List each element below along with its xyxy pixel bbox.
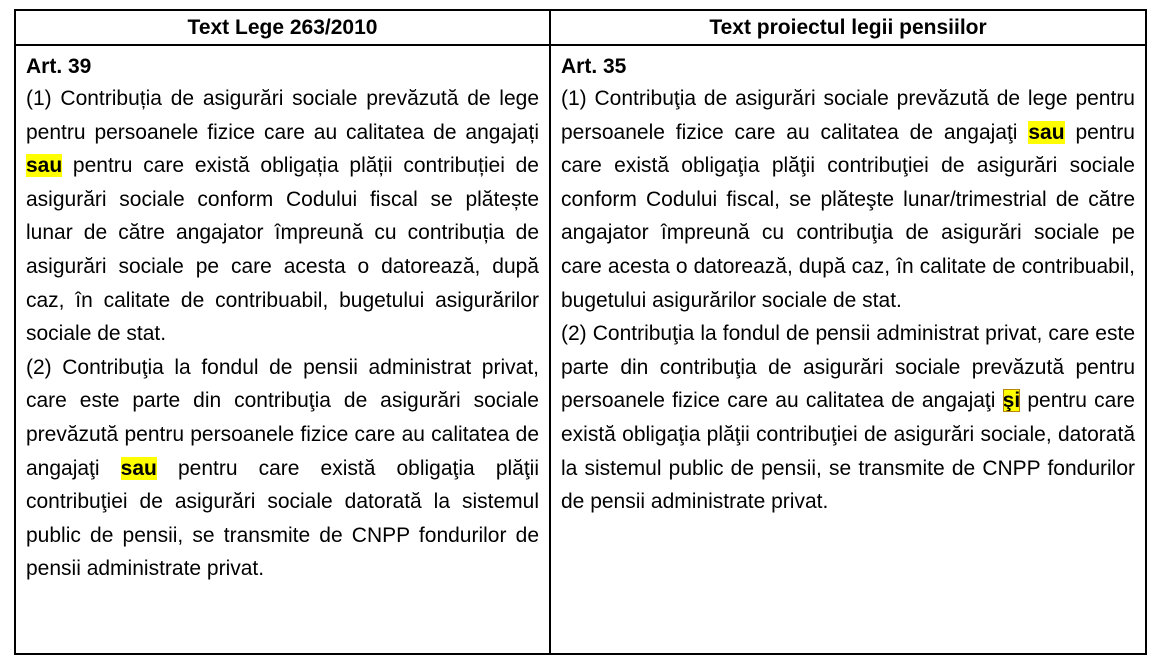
header-row xyxy=(15,10,1146,45)
left-column-cell xyxy=(15,45,550,654)
left-paragraph-2 xyxy=(26,351,539,586)
right-paragraph-2 xyxy=(561,317,1135,519)
left-p2-text-before: (2) Contribuţia la fondul de pensii administrat privat, care este parte din contribuţia de asigurări sociale prevăzută pentru persoanele fizice care au calitatea de angajaţi xyxy=(26,355,539,480)
header-law-263-2010: Text Lege 263/2010 xyxy=(15,10,550,45)
right-p2-highlight: şi xyxy=(1002,389,1021,413)
right-p2-text-after: pentru care există obligaţia plăţii contribuţiei de asigurări sociale, datorată la sistemul public de pensii, se transmite de CNPP fondurilor de pensii administrate privat. xyxy=(561,389,1135,514)
left-p2-highlight: sau xyxy=(120,456,157,480)
header-pension-bill: Text proiectul legii pensiilor xyxy=(550,10,1146,45)
content-row xyxy=(15,45,1146,654)
right-p2-text-before: (2) Contribuţia la fondul de pensii administrat privat, care este parte din contribuţia de asigurări sociale prevăzută pentru persoanele fizice care au calitatea de angajaţi xyxy=(561,322,1135,413)
right-article-title: Art. 35 xyxy=(561,55,627,78)
left-article-title: Art. 39 xyxy=(26,55,92,78)
left-p1-highlight: sau xyxy=(26,154,63,178)
left-p1-text-after: pentru care există obligația plății contribuției de asigurări sociale conform Codului fiscal se plătește lunar de către angajator împreună cu contribuția de asigurări sociale pe care acesta o datorează, după caz, în calitate de contribuabil, bugetului asigurărilor sociale de stat. xyxy=(26,154,539,346)
left-p1-text-before: (1) Contribuția de asigurări sociale prevăzută de lege pentru persoanele fizice care au calitatea de angajați xyxy=(26,87,539,144)
right-p1-text-before: (1) Contribuţia de asigurări sociale prevăzută de lege pentru persoanele fizice care au calitatea de angajaţi xyxy=(561,87,1135,144)
comparison-table xyxy=(14,9,1147,655)
left-p2-text-after: pentru care există obligaţia plăţii contribuţiei de asigurări sociale datorată la sistemul public de pensii, se transmite de CNPP fondurilor de pensii administrate privat. xyxy=(26,456,540,581)
right-p1-text-after: pentru care există obligaţia plăţii contribuţiei de asigurări sociale conform Codului fiscal, se plăteşte lunar/trimestrial de către angajator împreună cu contribuţia de asigurări sociale pe care acesta o datorează, după caz, în calitate de contribuabil, bugetului asigurărilor sociale de stat. xyxy=(561,120,1135,312)
right-paragraph-1 xyxy=(561,82,1135,317)
right-column-cell xyxy=(550,45,1146,654)
right-p1-highlight: sau xyxy=(1028,120,1065,144)
left-paragraph-1 xyxy=(26,82,539,351)
